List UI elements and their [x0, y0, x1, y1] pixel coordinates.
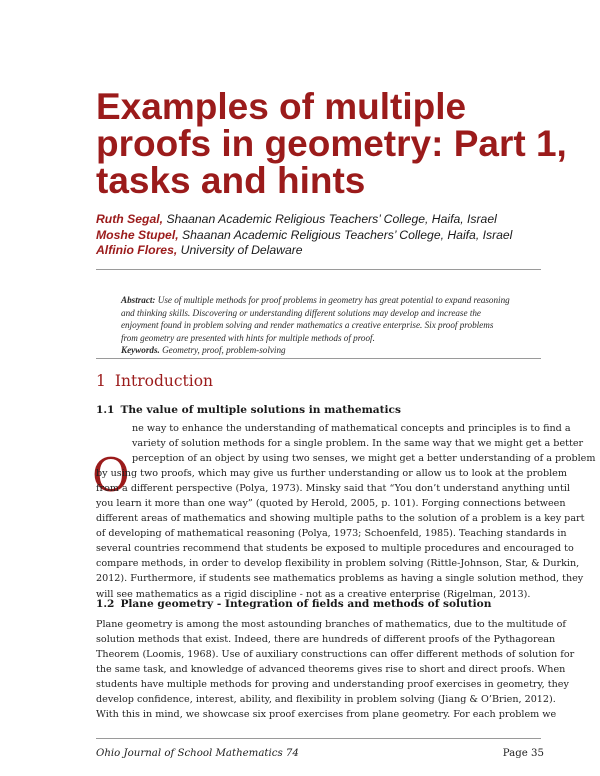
body-line: students have multiple methods for proving and understanding proof exercises in geometry, they: [96, 679, 569, 691]
body-line: 2012). Furthermore, if students see mathematics problems as having a single solution method, they: [96, 573, 584, 585]
subsection-title: The value of multiple solutions in mathematics: [120, 404, 401, 416]
subsection-number: 1.2: [96, 598, 115, 610]
body-line: With this in mind, we showcase six proof exercises from plane geometry. For each problem we: [96, 709, 557, 721]
title-line: Examples of multiple: [96, 86, 467, 127]
author-entry: [96, 243, 536, 259]
subsection-heading-plane-geometry: [96, 598, 491, 610]
abstract-line: Use of multiple methods for proof problems in geometry has great potential to expand reasoning: [157, 295, 510, 305]
body-line: different areas of mathematics and showing multiple paths to the solution of a problem is a key part: [96, 513, 585, 525]
body-line: ne way to enhance the understanding of mathematical concepts and principles is to find a: [132, 423, 571, 434]
keywords-label: Keywords.: [121, 345, 160, 356]
author-name: Ruth Segal,: [96, 212, 164, 226]
section-title: Introduction: [114, 372, 214, 390]
author-list: [96, 212, 536, 259]
author-entry: [96, 212, 536, 228]
body-line: variety of solution methods for a single problem. In the same way that we might get a better: [132, 438, 584, 450]
abstract-line: enjoyment found in problem solving and render mathematics a creative enterprise. Six proof problems: [121, 320, 494, 331]
subsection-heading-value: [96, 404, 401, 416]
paragraph-plane-geometry: [96, 617, 575, 722]
author-affiliation: Shaanan Academic Religious Teachers’ College, Haifa, Israel: [166, 212, 497, 226]
body-line: you learn it more than one way” (quoted by Herold, 2005, p. 101). Forging connections between: [96, 498, 566, 510]
body-line: from a different perspective (Polya, 1973). Minsky said that “You don’t understand anything until: [96, 483, 570, 495]
body-line: of developing of mathematical reasoning (Polya, 1973; Schoenfeld, 1985). Teaching standards in: [96, 528, 567, 540]
body-line: will see mathematics as a rigid discipline - not as a creative enterprise (Rigelman, 2013).: [96, 588, 531, 600]
title-line: proofs in geometry: Part 1,: [96, 123, 567, 164]
title-line: tasks and hints: [96, 160, 366, 201]
author-name: Alfinio Flores,: [96, 243, 178, 257]
divider-top: [96, 269, 541, 270]
author-affiliation: University of Delaware: [180, 243, 303, 257]
abstract-label: Abstract:: [121, 295, 156, 305]
subsection-number: 1.1: [96, 404, 115, 416]
keywords-text: Geometry, proof, problem-solving: [162, 345, 286, 356]
section-heading-introduction: [96, 372, 213, 390]
body-line: several countries recommend that students be exposed to multiple procedures and encouraged to: [96, 543, 574, 555]
body-line: by using two proofs, which may give us further understanding or allow us to look at the problem: [96, 468, 567, 480]
body-line: the same task, and knowledge of advanced theorems gives rise to short and direct proofs. When: [96, 664, 566, 676]
drop-cap: O: [92, 448, 130, 502]
footer-page-number: Page 35: [502, 748, 544, 759]
footer-journal: Ohio Journal of School Mathematics 74: [96, 748, 299, 759]
footer-divider: [96, 738, 541, 739]
section-number: 1: [96, 372, 106, 390]
body-line: Theorem (Loomis, 1968). Use of auxiliary constructions can offer different methods of solution for: [96, 649, 575, 661]
paper-title: [96, 88, 566, 199]
abstract-line: from geometry are presented with hints for multiple methods of proof.: [121, 332, 375, 343]
body-line: develop confidence, interest, ability, and flexibility in problem solving (Jiang & O’Brien, 2012).: [96, 694, 556, 706]
author-affiliation: Shaanan Academic Religious Teachers’ College, Haifa, Israel: [182, 227, 513, 242]
body-line: solution methods that exist. Indeed, there are hundreds of different proofs of the Pythagorean: [96, 634, 556, 646]
divider-bottom: [96, 358, 541, 359]
abstract-block: [121, 294, 541, 357]
paragraph-value-of-multiple-solutions: [96, 421, 596, 602]
abstract-text: [121, 294, 541, 344]
keywords: [121, 344, 541, 357]
body-line: Plane geometry is among the most astounding branches of mathematics, due to the multitude of: [96, 619, 566, 630]
author-entry: [96, 228, 536, 244]
abstract-line: and thinking skills. Discovering or understanding different solutions may develop and increase the: [121, 307, 481, 318]
author-name: Moshe Stupel,: [96, 227, 179, 242]
subsection-title: Plane geometry - Integration of fields and methods of solution: [120, 598, 492, 610]
body-line: compare methods, in order to develop flexibility in problem solving (Rittle-Johnson, Star, & Durkin,: [96, 558, 580, 570]
body-line: perception of an object by using two senses, we might get a better understanding of a problem: [132, 453, 596, 465]
